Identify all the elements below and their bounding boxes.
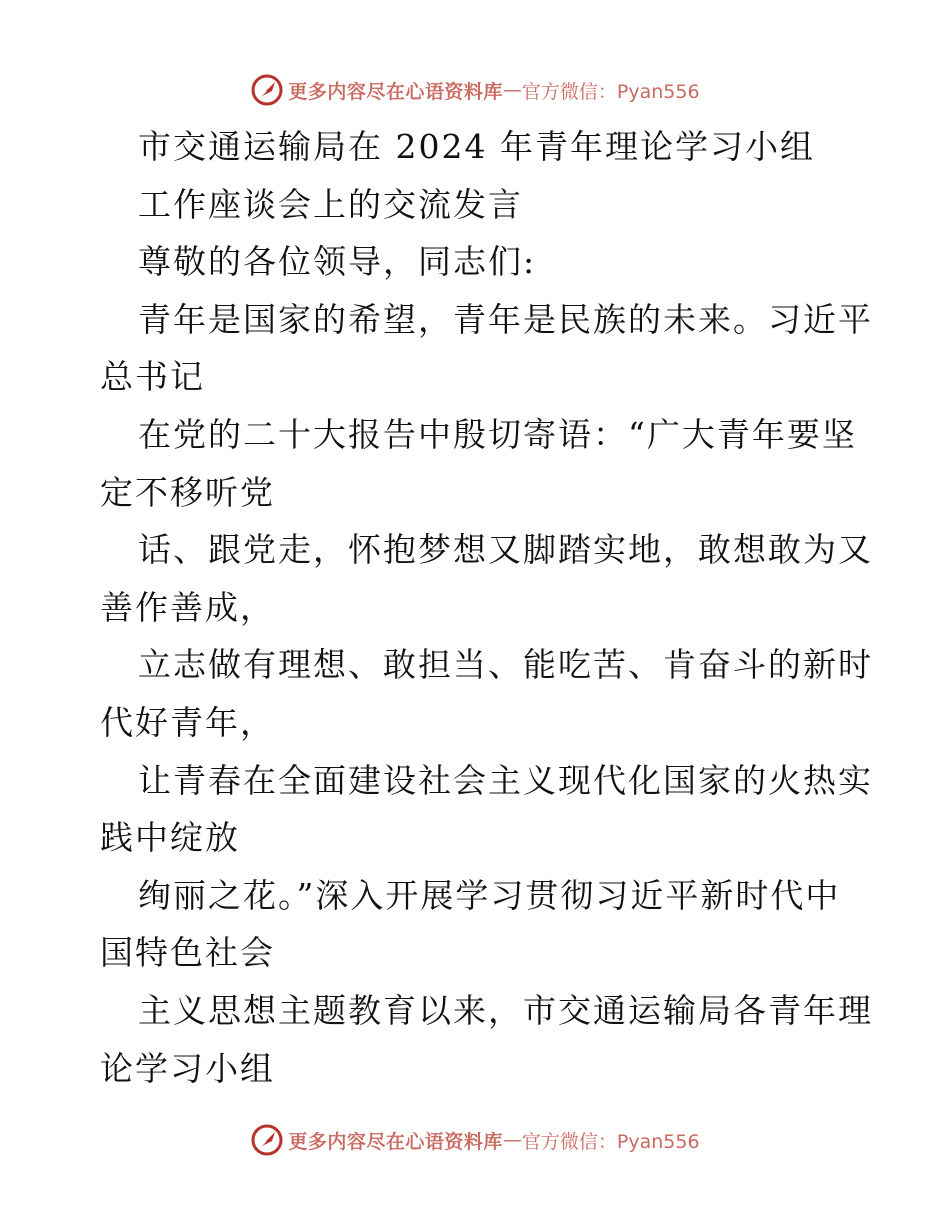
watermark-text: 更多内容尽在心语资料库 bbox=[288, 80, 503, 103]
text-line: 青年是国家的希望，青年是民族的未来。习近平 bbox=[138, 299, 873, 339]
text-line: 工作座谈会上的交流发言 bbox=[138, 184, 523, 224]
quill-logo-icon bbox=[250, 73, 284, 107]
text-line: 总书记 bbox=[100, 357, 205, 397]
text-line: 市交通运输局在 2024 年青年理论学习小组 bbox=[138, 127, 815, 166]
text-line: 立志做有理想、敢担当、能吃苦、肯奋斗的新时 bbox=[138, 645, 873, 685]
text-line: 定不移听党 bbox=[100, 472, 275, 512]
watermark-dash: — bbox=[502, 79, 522, 101]
text-line: 代好青年， bbox=[100, 702, 275, 742]
text-line: 国特色社会 bbox=[100, 933, 275, 973]
text-line: 践中绽放 bbox=[100, 818, 240, 858]
watermark-dash: — bbox=[502, 1129, 522, 1151]
watermark-contact: 官方微信：Pyan556 bbox=[521, 1130, 700, 1153]
watermark-contact: 官方微信：Pyan556 bbox=[521, 80, 700, 103]
quill-logo-icon bbox=[250, 1123, 284, 1157]
header-watermark bbox=[0, 70, 950, 110]
watermark-text: 更多内容尽在心语资料库 bbox=[288, 1130, 503, 1153]
text-line: 善作善成， bbox=[100, 587, 275, 627]
text-line: 在党的二十大报告中殷切寄语：“广大青年要坚 bbox=[138, 414, 857, 454]
text-line: 绚丽之花。”深入开展学习贯彻习近平新时代中 bbox=[138, 875, 841, 915]
text-line: 让青春在全面建设社会主义现代化国家的火热实 bbox=[138, 760, 873, 800]
text-line: 论学习小组 bbox=[100, 1048, 275, 1088]
text-line: 尊敬的各位领导，同志们: bbox=[138, 242, 537, 282]
footer-watermark bbox=[0, 1120, 950, 1160]
text-line: 主义思想主题教育以来，市交通运输局各青年理 bbox=[138, 990, 873, 1030]
text-line: 话、跟党走，怀抱梦想又脚踏实地，敢想敢为又 bbox=[138, 530, 873, 570]
document-body bbox=[100, 118, 873, 1097]
